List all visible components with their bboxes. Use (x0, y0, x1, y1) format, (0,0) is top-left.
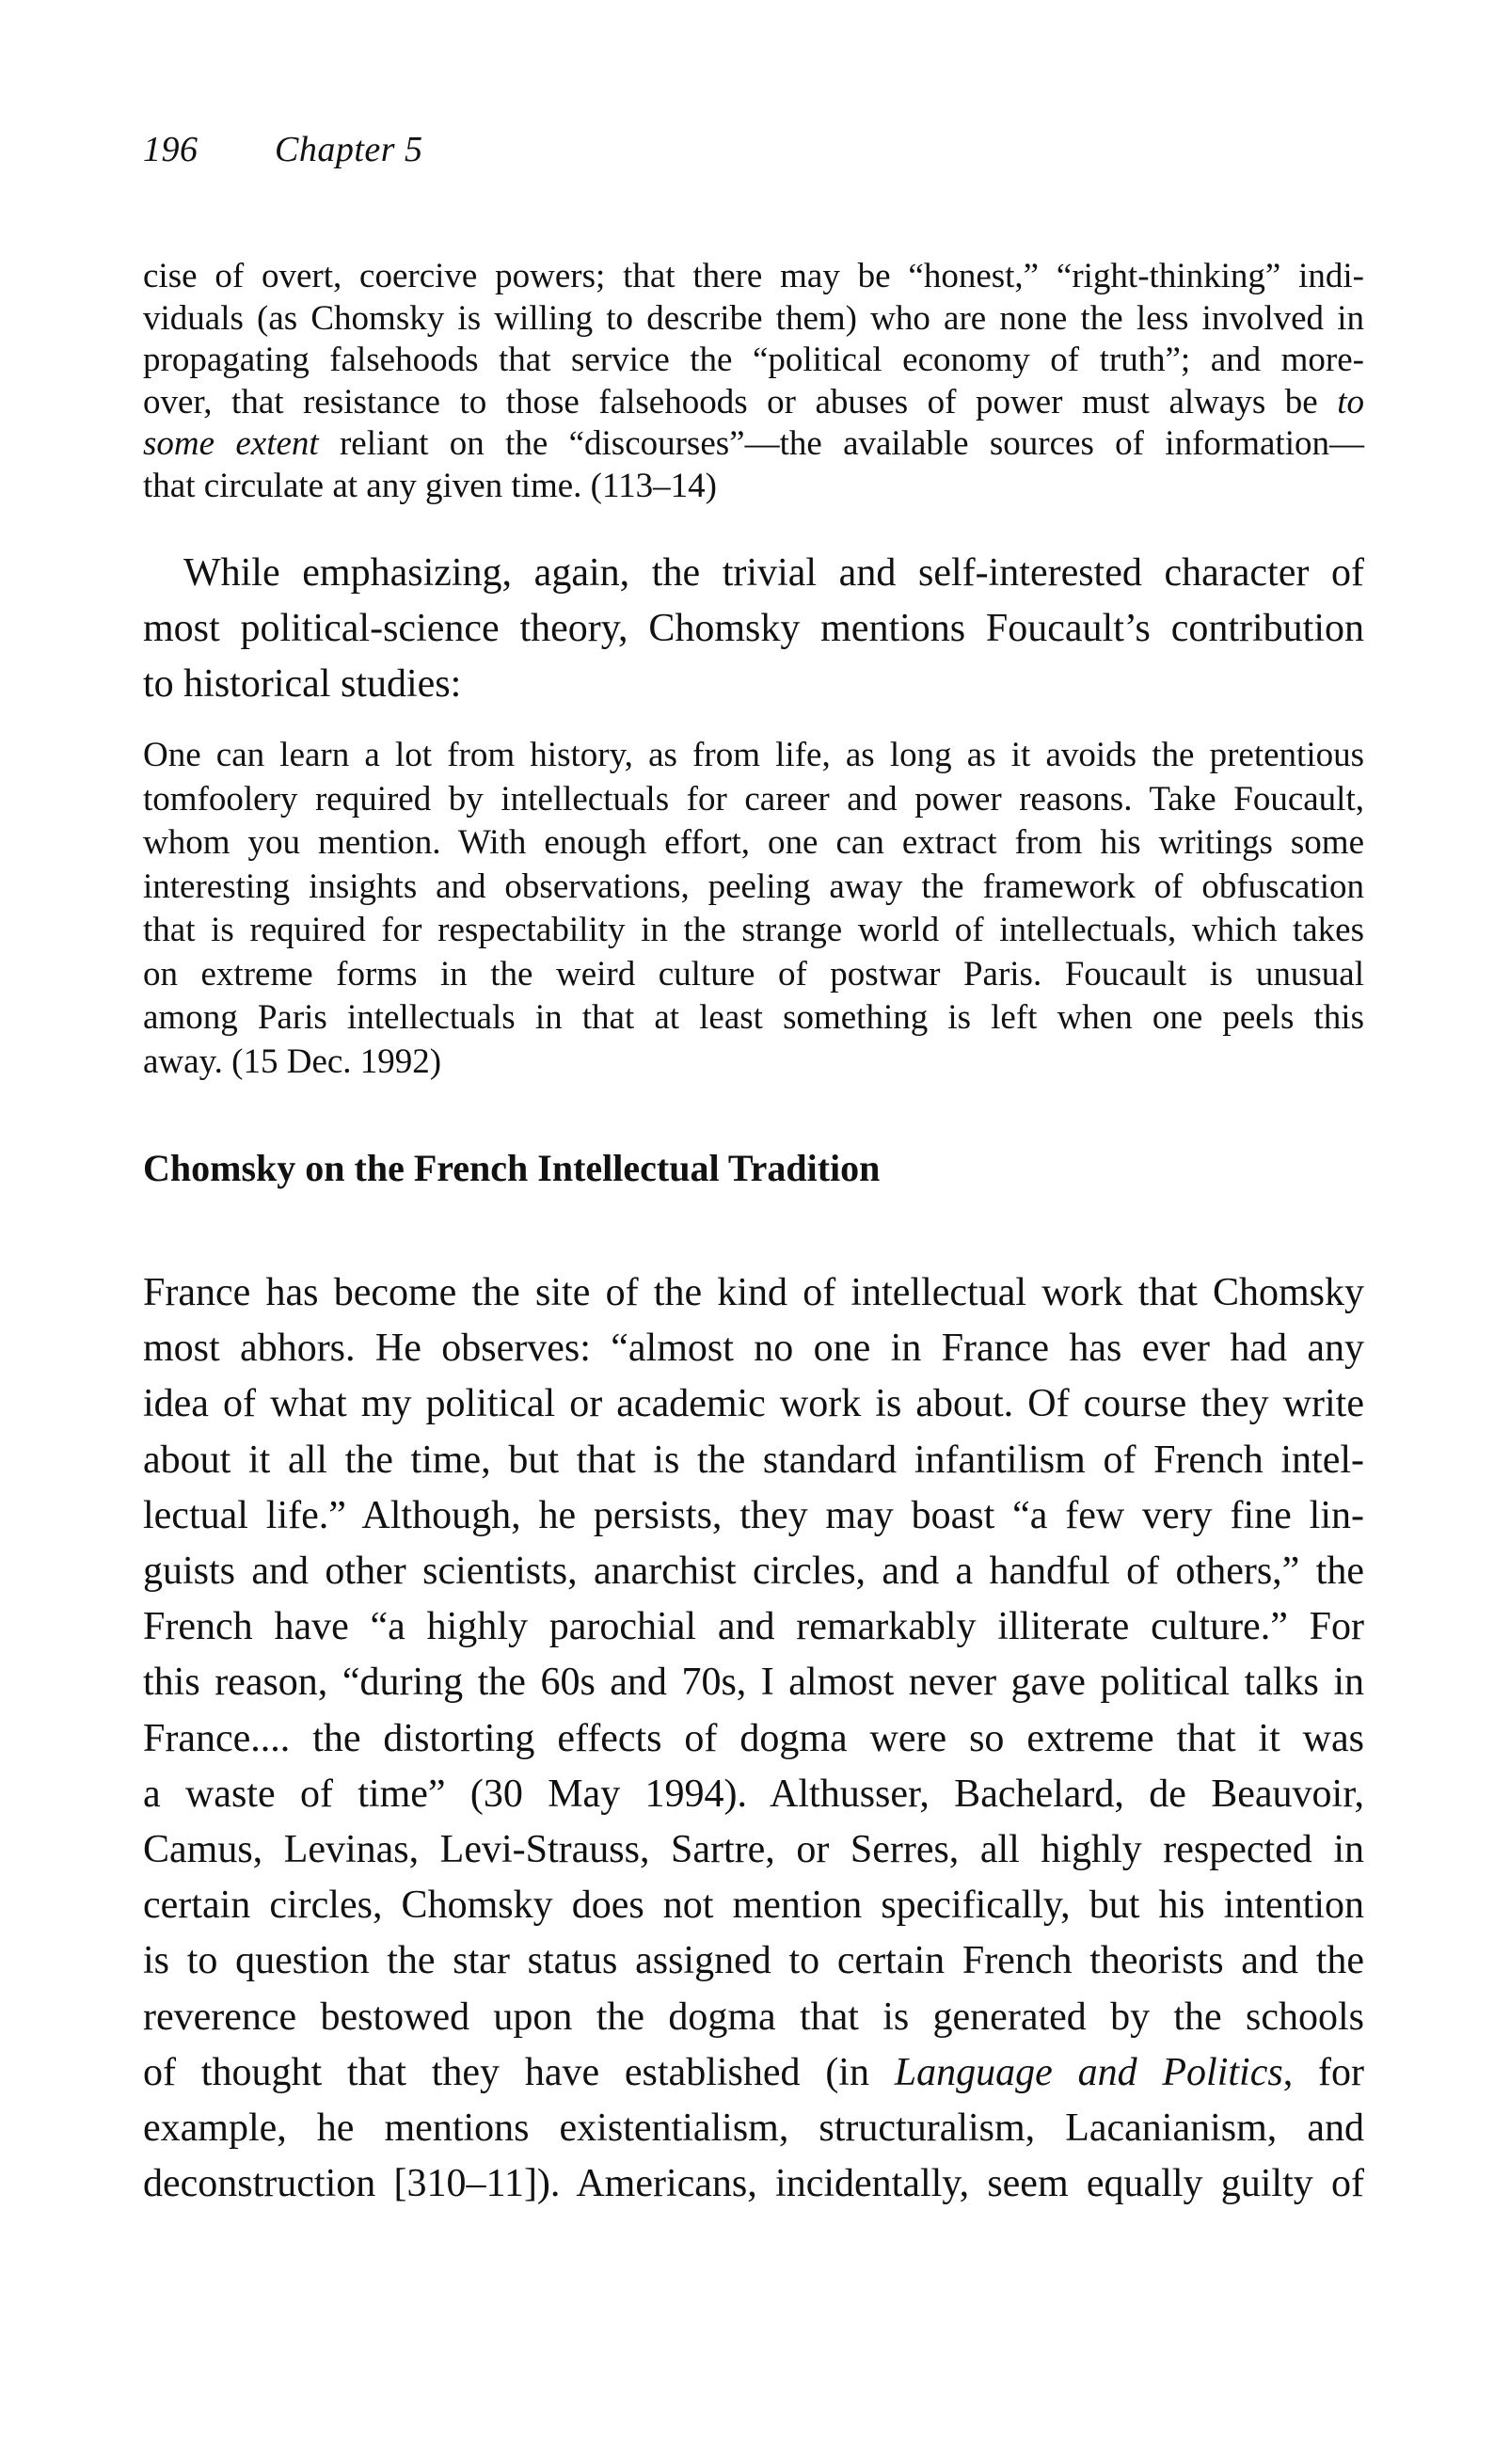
text-line: France.... the distorting effects of dogma were so extreme that it was (143, 1716, 1364, 1760)
text-line: cise of overt, coercive powers; that there may be “honest,” “right-thinking” indi- (143, 257, 1364, 295)
block-quote (143, 734, 1364, 1084)
chapter-title: Chapter 5 (275, 130, 423, 169)
text-segment: , for (1282, 2050, 1364, 2094)
quote-continuation (143, 256, 1364, 507)
text-line: is to question the star status assigned to certain French theorists and the (143, 1939, 1364, 1983)
text-line: among Paris intellectuals in that at least something is left when one peels this (143, 998, 1364, 1037)
text-line: viduals (as Chomsky is willing to describe them) who are none the less involved in (143, 298, 1364, 338)
italic-segment: some extent (143, 424, 319, 463)
text-line: on extreme forms in the weird culture of postwar Paris. Foucault is unusual (143, 954, 1364, 994)
text-line: about it all the time, but that is the standard infantilism of French intel- (143, 1438, 1364, 1482)
text-line: France has become the site of the kind of intellectual work that Chomsky (143, 1271, 1364, 1314)
text-line: a waste of time” (30 May 1994). Althusser, Bachelard, de Beauvoir, (143, 1772, 1364, 1816)
text-line: that circulate at any given time. (113–14) (143, 466, 717, 505)
text-line: propagating falsehoods that service the “political economy of truth”; and more- (143, 341, 1364, 379)
text-line: certain circles, Chomsky does not mention specifically, but his intention (143, 1884, 1364, 1928)
text-line: to historical studies: (143, 662, 462, 706)
text-line: reverence bestowed upon the dogma that is generated by the schools (143, 1995, 1364, 2039)
text-segment: over, that resistance to those falsehoods or abuses of power must always be (143, 382, 1338, 421)
text-segment: reliant on the “discourses”—the available sources of information— (318, 424, 1364, 463)
text-line: lectual life.” Although, he persists, they may boast “a few very fine lin- (143, 1493, 1364, 1537)
text-segment: of thought that they have established (in (143, 2050, 895, 2094)
text-line (143, 423, 1364, 466)
text-line (143, 2045, 1364, 2101)
text-line: idea of what my political or academic work is about. Of course they write (143, 1382, 1364, 1426)
text-line: away. (15 Dec. 1992) (143, 1041, 442, 1081)
text-line: French have “a highly parochial and remarkably illiterate culture.” For (143, 1605, 1364, 1649)
body-paragraph (143, 1265, 1364, 2212)
text-line: One can learn a lot from history, as from life, as long as it avoids the pretentious (143, 736, 1364, 774)
italic-book-title: Language and Politics (894, 2050, 1283, 2094)
text-line: most abhors. He observes: “almost no one in France has ever had any (143, 1327, 1364, 1371)
section-heading: Chomsky on the French Intellectual Tradition (143, 1147, 881, 1189)
page-number: 196 (143, 130, 199, 169)
text-line: tomfoolery required by intellectuals for career and power reasons. Take Foucault, (143, 779, 1364, 819)
italic-segment: to (1337, 382, 1364, 421)
text-line: example, he mentions existentialism, structuralism, Lacanianism, and (143, 2106, 1364, 2151)
text-line: deconstruction [310–11]). Americans, incidentally, seem equally guilty of (143, 2162, 1364, 2206)
text-line: guists and other scientists, anarchist circles, and a handful of others,” the (143, 1550, 1364, 1594)
text-line: this reason, “during the 60s and 70s, I almost never gave political talks in (143, 1661, 1364, 1705)
running-head (143, 132, 423, 167)
text-line: interesting insights and observations, peeling away the framework of obfuscation (143, 866, 1364, 906)
text-line: While emphasizing, again, the trivial and self-interested character of (183, 551, 1364, 595)
text-line: most political-science theory, Chomsky mentions Foucault’s contribution (143, 607, 1364, 650)
text-line: Camus, Levinas, Levi-Strauss, Sartre, or Serres, all highly respected in (143, 1828, 1364, 1872)
text-line (143, 382, 1364, 424)
text-line: whom you mention. With enough effort, one can extract from his writings some (143, 823, 1364, 862)
text-line: that is required for respectability in the strange world of intellectuals, which takes (143, 911, 1364, 949)
body-paragraph (143, 546, 1364, 712)
